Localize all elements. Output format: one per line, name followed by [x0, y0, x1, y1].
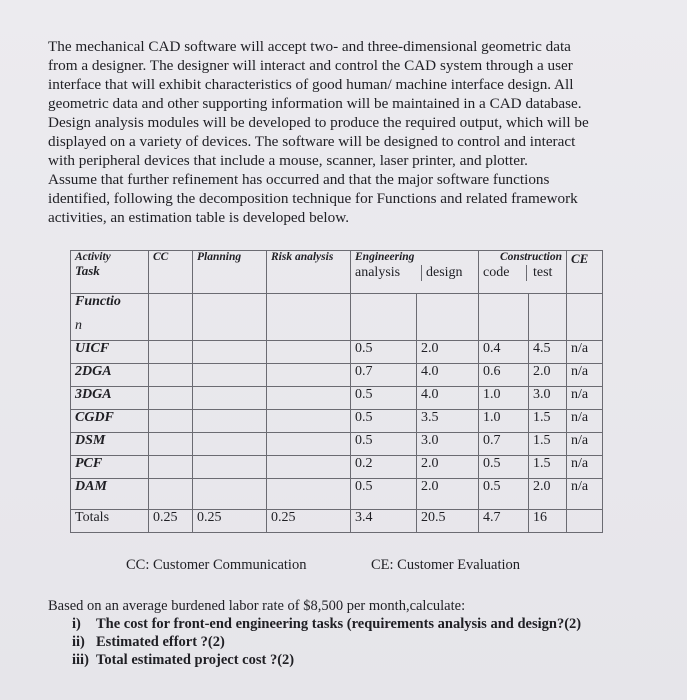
cell-code: 0.7: [479, 433, 529, 456]
table-row: [71, 294, 603, 341]
total-risk: 0.25: [267, 510, 351, 533]
cell-design: 3.5: [417, 410, 479, 433]
legend-ce: CE: Customer Evaluation: [371, 557, 521, 573]
problem-line: The mechanical CAD software will accept two- and three-dimensional geometric data: [48, 38, 571, 55]
cell-test: 1.5: [529, 433, 567, 456]
total-test: 16: [529, 510, 567, 533]
header-test: test: [533, 265, 553, 280]
table-row: [71, 410, 603, 433]
problem-line: identified, following the decomposition technique for Functions and related framework: [48, 190, 578, 207]
problem-line: geometric data and other supporting information will be maintained in a CAD database.: [48, 95, 582, 112]
cell-ce: n/a: [567, 433, 603, 456]
cell-ce: n/a: [567, 410, 603, 433]
cell-test: 2.0: [529, 479, 567, 510]
problem-line: Assume that further refinement has occurred and that the major software functions: [48, 171, 550, 188]
problem-statement: [48, 37, 660, 227]
question-item: [48, 615, 658, 633]
question-text: Estimated effort ?(2): [96, 634, 225, 650]
cell-design: 4.0: [417, 387, 479, 410]
cell-analysis: 0.5: [351, 479, 417, 510]
total-analysis: 3.4: [351, 510, 417, 533]
problem-line: Design analysis modules will be developed to produce the required output, which will be: [48, 114, 589, 131]
totals-row: [71, 510, 603, 533]
question-text: The cost for front-end engineering tasks (requirements analysis and design?(2): [96, 616, 582, 632]
problem-line: from a designer. The designer will interact and control the CAD system through a user: [48, 57, 573, 74]
cell-test: 4.5: [529, 341, 567, 364]
table-row: [71, 364, 603, 387]
problem-line: interface that will exhibit characteristics of good human/ machine interface design. All: [48, 76, 574, 93]
cell-analysis: 0.5: [351, 341, 417, 364]
table-header-row: [71, 251, 603, 294]
cell-ce: n/a: [567, 479, 603, 510]
question-number: i): [72, 616, 81, 632]
cell-code: 0.5: [479, 456, 529, 479]
cell-test: 3.0: [529, 387, 567, 410]
cell-design: 2.0: [417, 341, 479, 364]
header-ce: CE: [567, 251, 603, 294]
cell-ce: n/a: [567, 341, 603, 364]
cell-ce: n/a: [567, 387, 603, 410]
question-number: iii): [72, 652, 89, 668]
questions-section: [48, 597, 658, 669]
cell-code: 1.0: [479, 410, 529, 433]
cell-design: 2.0: [417, 456, 479, 479]
cell-design: 2.0: [417, 479, 479, 510]
function-label-cont: n: [75, 318, 82, 333]
table-row: [71, 456, 603, 479]
header-design: design: [426, 265, 463, 280]
problem-line: displayed on a variety of devices. The software will be designed to control and interact: [48, 133, 576, 150]
totals-label: Totals: [71, 510, 149, 533]
cell-design: 4.0: [417, 364, 479, 387]
estimation-table: [70, 250, 603, 533]
cell-ce: n/a: [567, 456, 603, 479]
cell-analysis: 0.2: [351, 456, 417, 479]
function-name: 2DGA: [71, 364, 149, 387]
cell-test: 1.5: [529, 456, 567, 479]
cell-analysis: 0.5: [351, 387, 417, 410]
question-item: [48, 651, 658, 669]
total-planning: 0.25: [193, 510, 267, 533]
function-label: Functio: [75, 294, 121, 309]
table-row: [71, 479, 603, 510]
total-code: 4.7: [479, 510, 529, 533]
cell-test: 1.5: [529, 410, 567, 433]
header-planning: Planning: [193, 251, 267, 294]
header-engineering: Engineering: [355, 251, 415, 263]
total-cc: 0.25: [149, 510, 193, 533]
header-analysis: analysis: [351, 265, 422, 281]
total-design: 20.5: [417, 510, 479, 533]
cell-analysis: 0.5: [351, 433, 417, 456]
header-construction: Construction: [500, 251, 562, 263]
cell-ce: n/a: [567, 364, 603, 387]
header-cc: CC: [149, 251, 193, 294]
header-task: Task: [75, 263, 100, 278]
question-number: ii): [72, 634, 85, 650]
table-row: [71, 433, 603, 456]
cell-analysis: 0.5: [351, 410, 417, 433]
cell-code: 0.4: [479, 341, 529, 364]
header-code: code: [479, 265, 527, 281]
question-text: Total estimated project cost ?(2): [96, 652, 295, 668]
legend-cc: CC: Customer Communication: [126, 557, 307, 573]
cell-test: 2.0: [529, 364, 567, 387]
function-name: CGDF: [71, 410, 149, 433]
function-name: DSM: [71, 433, 149, 456]
problem-line: with peripheral devices that include a mouse, scanner, laser printer, and plotter.: [48, 152, 528, 169]
cell-code: 0.5: [479, 479, 529, 510]
cell-code: 1.0: [479, 387, 529, 410]
function-name: 3DGA: [71, 387, 149, 410]
cell-design: 3.0: [417, 433, 479, 456]
cell-code: 0.6: [479, 364, 529, 387]
table-row: [71, 341, 603, 364]
header-risk-analysis: Risk analysis: [267, 251, 351, 294]
cell-analysis: 0.7: [351, 364, 417, 387]
function-name: UICF: [71, 341, 149, 364]
function-name: DAM: [71, 479, 149, 510]
question-item: [48, 633, 658, 651]
header-activity: Activity: [75, 251, 111, 263]
questions-intro: Based on an average burdened labor rate of $8,500 per month,calculate:: [48, 598, 466, 614]
problem-line: activities, an estimation table is developed below.: [48, 209, 349, 226]
function-name: PCF: [71, 456, 149, 479]
table-row: [71, 387, 603, 410]
